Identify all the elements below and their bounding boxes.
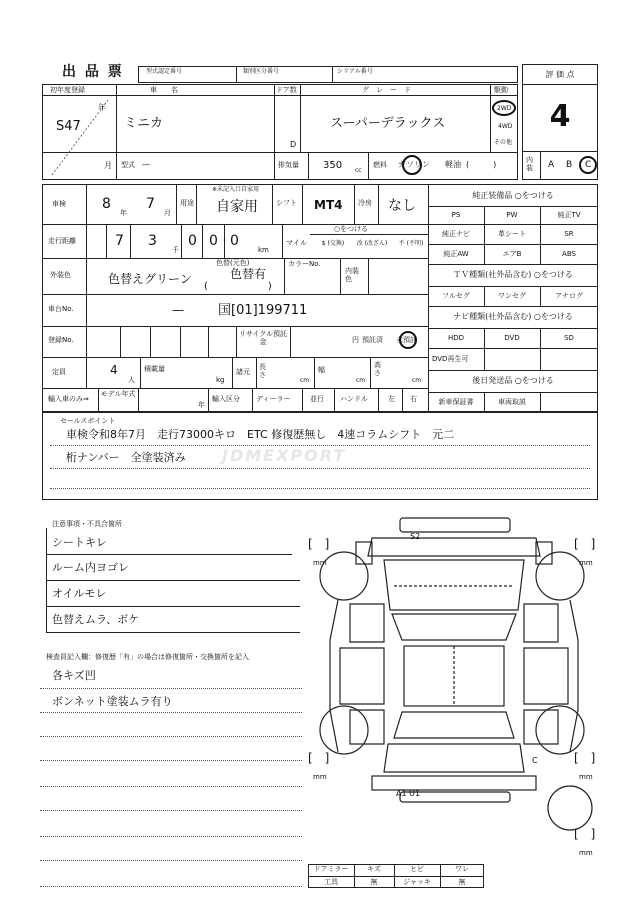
interior-grade-c: C [585,160,592,170]
car-name-label: 車 名 [150,86,178,94]
doors-label: ドア数 [276,86,297,94]
footer-scratch: キズ [367,865,381,873]
recycle-label: リサイクル預託金 [238,330,288,346]
import-label: 輸入車のみ⇒ [48,395,89,403]
tire-mm-rr: mm [579,773,593,781]
ac-label: 冷房 [358,199,372,207]
drive-label: 駆動 [494,86,508,94]
first-reg-label: 初年度登録 [50,86,85,94]
tire-bracket-rl: [] [308,751,342,765]
mileage-digit-1: 7 [115,233,124,249]
displacement-label: 排気量 [278,161,299,169]
model-year-unit: 年 [198,401,205,409]
shift-label: シフト [276,199,297,207]
equip-pw: PW [506,211,518,219]
recycle-deposited: 預託済 [362,336,383,344]
ext-color-label: 外装色 [50,271,71,279]
equip-abs: ABS [562,250,576,258]
tire-mm-spare: mm [579,849,593,857]
year-unit: 年 [98,103,106,112]
navi-hdd: HDD [447,334,465,342]
later-title: 後日発送品 ○をつける [472,376,554,385]
inspection-year-unit: 年 [120,209,127,217]
color-change-paren: ( ) [204,281,272,292]
dealer-option: ディーラー [256,395,291,403]
mileage-digit-3: 0 [188,233,197,249]
footer-crack: ヒビ [410,865,424,873]
int-color-label: 内装色 [345,267,359,283]
shift-value: MT4 [314,198,343,212]
size-label: 諸元 [236,368,250,376]
navi-sd: SD [564,334,574,342]
reg-no-label: 登録No. [48,336,74,344]
height-unit: cm [412,377,422,384]
equip-navi: 純正ナビ [442,230,470,238]
watermark: JDMEXPORT [222,446,347,465]
model-type-value: — [142,160,150,169]
inspector-item-2: ボンネット塗装ムラ有り [52,695,173,708]
capacity-value: 4 [110,363,118,377]
later-warranty: 新車保証書 [438,398,474,406]
drive-4wd: 4WD [498,123,513,130]
mark-modified: 改 (改ざん) [356,240,388,247]
handle-label: ハンドル [340,395,368,403]
load-label: 積載量 [144,365,165,373]
later-manual: 車両取説 [498,398,526,406]
interior-grade-b: B [566,160,573,170]
tire-bracket-spare: [] [574,827,608,841]
model-type-label: 型式 [121,161,135,169]
month-unit: 月 [104,161,112,170]
navi-title: ナビ種類(社外品含む) ○をつける [453,312,573,321]
displacement-unit: cc [355,167,362,174]
equip-sr: SR [564,230,574,238]
load-unit: kg [216,376,225,384]
equip-airbag: エアB [502,250,522,258]
mark-exchange: $ (交換) [321,240,345,247]
notes-label: 注意事項・不具合箇所 [52,520,122,528]
height-label: 高さ [374,361,381,377]
width-unit: cm [356,377,366,384]
sales-points-label: セールスポイント [60,417,116,425]
doors-unit: D [290,140,297,149]
footer-break: ワレ [455,865,469,873]
ac-value: なし [388,198,416,214]
fuel-diesel: 軽油 [445,160,461,169]
damage-mark-a1u1: A1 U1 [396,789,421,798]
mileage-digit-2: 3 [148,233,157,249]
equip-ps: PS [451,211,461,219]
color-no-label: カラーNo. [288,260,321,268]
equip-aw: 純正AW [443,250,469,258]
model-year-label: モデル年式 [100,390,136,398]
mile-label: マイル [286,239,307,247]
handle-left: 左 [388,395,395,403]
tv-title: ＴＶ種類(社外品含む) ○をつける [453,270,573,279]
mileage-digit-4: 0 [209,233,218,249]
document-title: 出 品 票 [62,64,124,80]
usage-note: ※未記入口自家用 [212,186,260,193]
color-change-label: 色替(元色) [216,259,250,267]
serial-label: シリアル番号 [337,68,373,75]
model-cert-label: 型式認定番号 [146,68,183,75]
recycle-yen: 円 [352,336,359,344]
grade-value: スーパーデラックス [330,116,446,131]
parallel-option: 並行 [310,395,324,403]
equip-tv: 純正TV [557,211,581,219]
tire-mm-rl: mm [313,773,327,781]
inspection-month-unit: 月 [164,209,171,217]
recycle-unpaid: 未預託 [396,336,417,344]
circle-note: ○をつける [334,225,369,233]
import-type-label: 輸入区分 [212,395,240,403]
chassis-value-2: 国[01]199711 [218,303,308,318]
mileage-digit-5: 0 [230,233,239,249]
length-label: 長さ [259,363,266,379]
handle-right: 右 [410,395,417,403]
footer-jack-value: 無 [458,878,466,886]
inspection-year: 8 [102,196,111,212]
mileage-unit: km [258,246,269,254]
interior-label: 内装 [526,156,533,172]
dvd-playback: DVD再生可 [432,355,469,363]
fuel-paren: ( ) [466,160,497,169]
inspector-label: 検査員記入欄：修復歴「有」の場合は修復箇所・交換箇所を記入 [46,653,249,661]
ext-color-value: 色替えグリーン [108,272,192,286]
footer-tools-value: 無 [370,878,378,886]
inspection-month: 7 [146,196,155,212]
equip-leather: 革シート [498,230,526,238]
note-item-1: シートキレ [52,536,107,549]
sales-points-line-2: 桁ナンバー 全塗装済み [66,451,186,464]
length-unit: cm [300,377,310,384]
tire-bracket-rr: [] [574,751,608,765]
fuel-gasoline: ガソリン [398,160,430,169]
footer-mirror: ドアミラー [313,865,349,873]
width-label: 幅 [318,366,325,374]
inspection-label: 車検 [52,200,66,208]
damage-mark-s2: S2 [410,532,421,541]
score-label: 評 価 点 [545,70,575,79]
color-change-value: 色替有 [230,267,267,281]
note-item-2: ルーム内ヨゴレ [52,561,129,574]
tire-bracket-fr: [] [574,537,608,551]
car-name-value: ミニカ [124,116,164,131]
category-label: 類別区分番号 [243,68,280,75]
footer-jack: ジャッキ [403,878,431,886]
inspector-item-1: 各キズ凹 [52,669,96,682]
tire-mm-fr: mm [579,559,593,567]
mileage-label: 走行距離 [48,237,76,245]
navi-dvd: DVD [504,334,520,342]
capacity-label: 定員 [52,368,66,376]
fuel-label: 燃料 [373,161,387,169]
year-value: S47 [56,119,81,134]
equipment-title: 純正装備品 ○をつける [472,191,554,200]
displacement-value: 350 [323,160,343,171]
sales-points-line-1: 車検令和8年7月 走行73000キロ ETC 修復歴無し 4速コラムシフト 元二 [66,428,455,441]
grade-label: グ レ ー ド [362,86,411,94]
footer-tools: 工具 [324,878,338,886]
drive-2wd: 2WD [497,105,512,112]
chassis-label: 車台No. [48,305,74,313]
chassis-value-1: — [172,303,184,317]
interior-grade-a: A [548,160,555,170]
tv-analog: アナログ [555,292,583,300]
usage-value: 自家用 [216,199,258,215]
usage-label: 用途 [180,199,194,207]
note-item-3: オイルモレ [52,587,107,600]
mileage-thousand: 千 [172,246,179,254]
capacity-unit: 人 [128,376,135,384]
tv-oneseg: ワンセグ [498,292,526,300]
tire-bracket-fl: [] [308,537,342,551]
note-item-4: 色替えムラ、ボケ [52,613,140,626]
tire-mm-fl: mm [313,559,327,567]
tv-fullseg: フルセグ [442,292,470,300]
mark-unknown: 不 (不明) [398,240,424,247]
drive-other: その他 [494,139,513,146]
damage-mark-c: C [532,756,538,765]
score-value: 4 [549,99,571,134]
